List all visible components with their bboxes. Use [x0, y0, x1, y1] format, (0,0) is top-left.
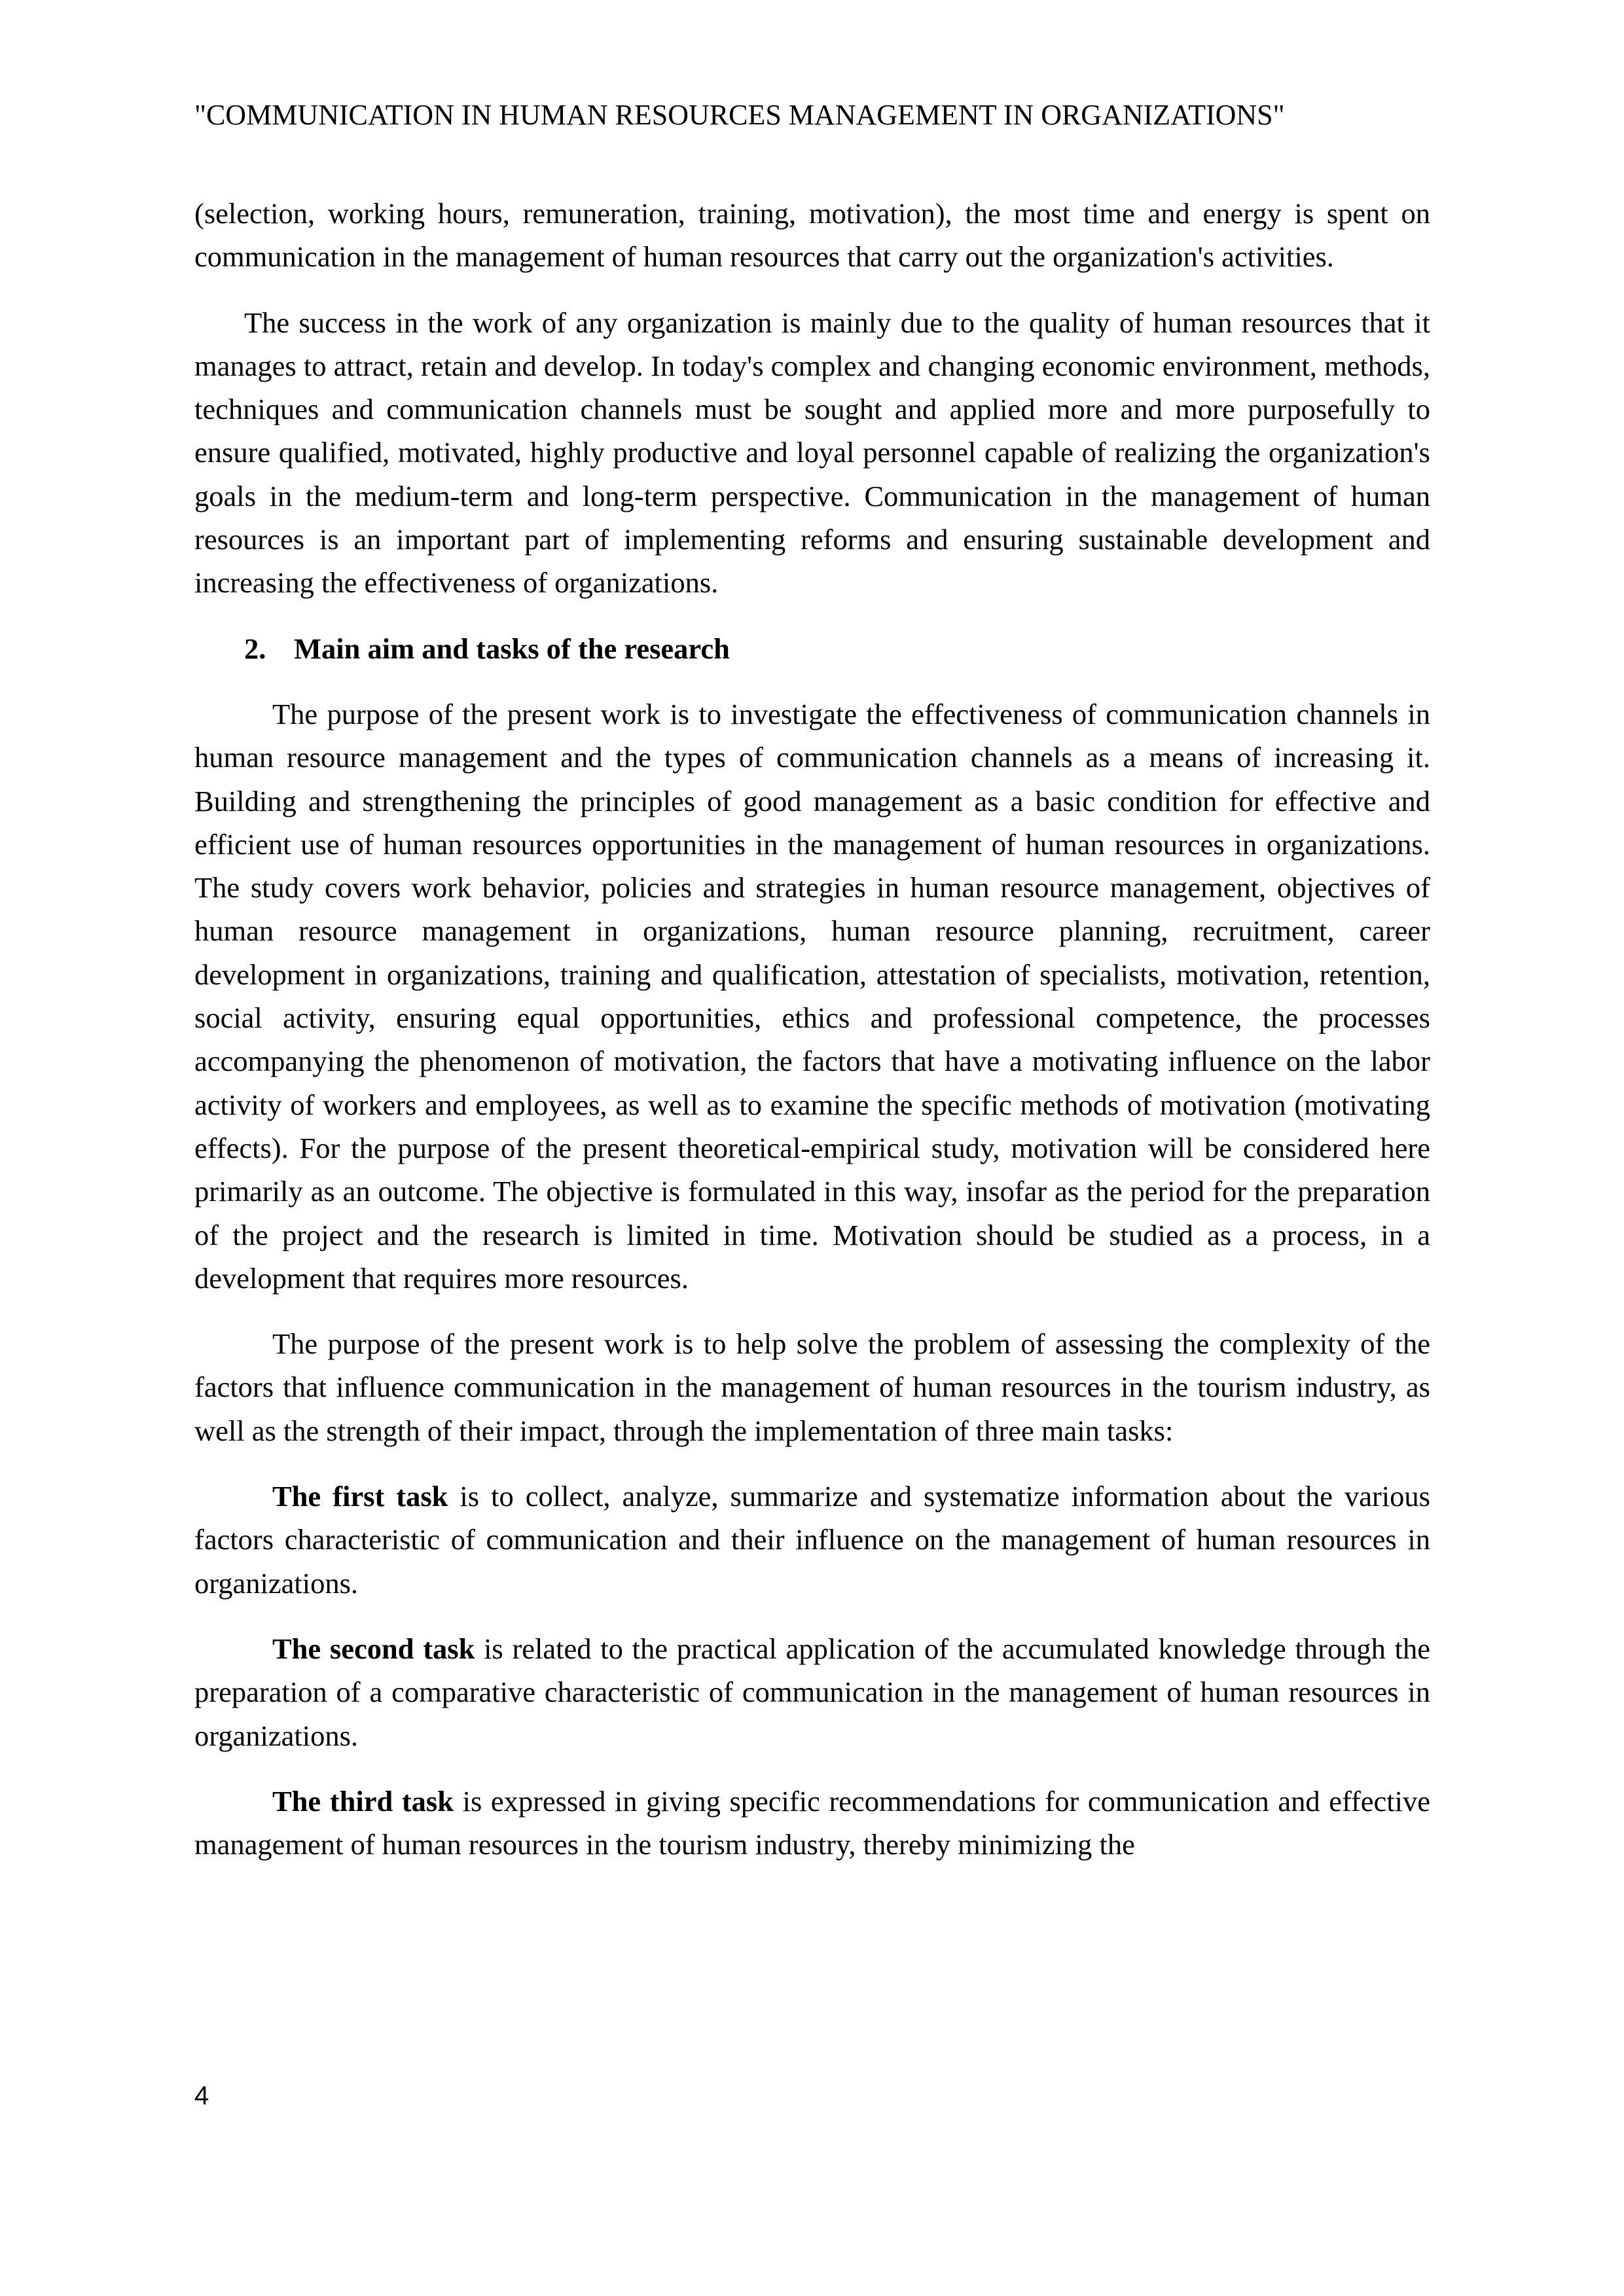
paragraph-continued: (selection, working hours, remuneration, training, motivation), the most time and energy is spent on communication in the management of human resources that carry out the organization's activities.: [194, 197, 1430, 274]
body-text: [194, 192, 1430, 1888]
task-text: is to collect, analyze, summarize and systematize information about the various factors characteristic of communication and their influence on the management of human resources in organizations.: [194, 1480, 1430, 1600]
section-title: Main aim and tasks of the research: [294, 632, 730, 665]
section-heading: [244, 627, 1430, 670]
task-label: The first task: [272, 1480, 448, 1513]
task-text: is related to the practical application of the accumulated knowledge through the preparation of a comparative characteristic of communication in the management of human resources in organizations.: [194, 1632, 1430, 1752]
task-label: The second task: [272, 1632, 475, 1665]
paragraph-first-task: [194, 1475, 1430, 1605]
task-text: is expressed in giving specific recommendations for communication and effective management of human resources in the tourism industry, thereby minimizing the: [194, 1784, 1431, 1861]
paragraph-purpose-2: The purpose of the present work is to help solve the problem of assessing the complexity of the factors that influence communication in the management of human resources in the tourism industry, as well as the strength of their impact, through the implementation of three main tasks:: [194, 1327, 1430, 1447]
section-number: 2.: [244, 632, 266, 665]
task-label: The third task: [272, 1784, 454, 1818]
page-number: 4: [194, 2081, 209, 2110]
running-header: "COMMUNICATION IN HUMAN RESOURCES MANAGEMENT IN ORGANIZATIONS": [194, 99, 1285, 131]
paragraph-success: The success in the work of any organization is mainly due to the quality of human resources that it manages to attract, retain and develop. In today's complex and changing economic environment, methods, techniques and communication channels must be sought and applied more and more purposefully to ensure qualified, motivated, highly productive and loyal personnel capable of realizing the organization's goals in the medium-term and long-term perspective. Communication in the management of human resources is an important part of implementing reforms and ensuring sustainable development and increasing the effectiveness of organizations.: [194, 306, 1430, 600]
paragraph-second-task: [194, 1627, 1430, 1757]
paragraph-third-task: [194, 1780, 1430, 1867]
paragraph-purpose-1: The purpose of the present work is to investigate the effectiveness of communication channels in human resource management and the types of communication channels as a means of increasing it. Building and strengthening the principles of good management as a basic condition for effective and efficient use of human resources opportunities in the management of human resources in organizations. The study covers work behavior, policies and strategies in human resource management, objectives of human resource management in organizations, human resource planning, recruitment, career development in organizations, training and qualification, attestation of specialists, motivation, retention, social activity, ensuring equal opportunities, ethics and professional competence, the processes accompanying the phenomenon of motivation, the factors that have a motivating influence on the labor activity of workers and employees, as well as to examine the specific methods of motivation (motivating effects). For the purpose of the present theoretical-empirical study, motivation will be considered here primarily as an outcome. The objective is formulated in this way, insofar as the period for the preparation of the project and the research is limited in time. Motivation should be studied as a process, in a development that requires more resources.: [194, 697, 1430, 1295]
